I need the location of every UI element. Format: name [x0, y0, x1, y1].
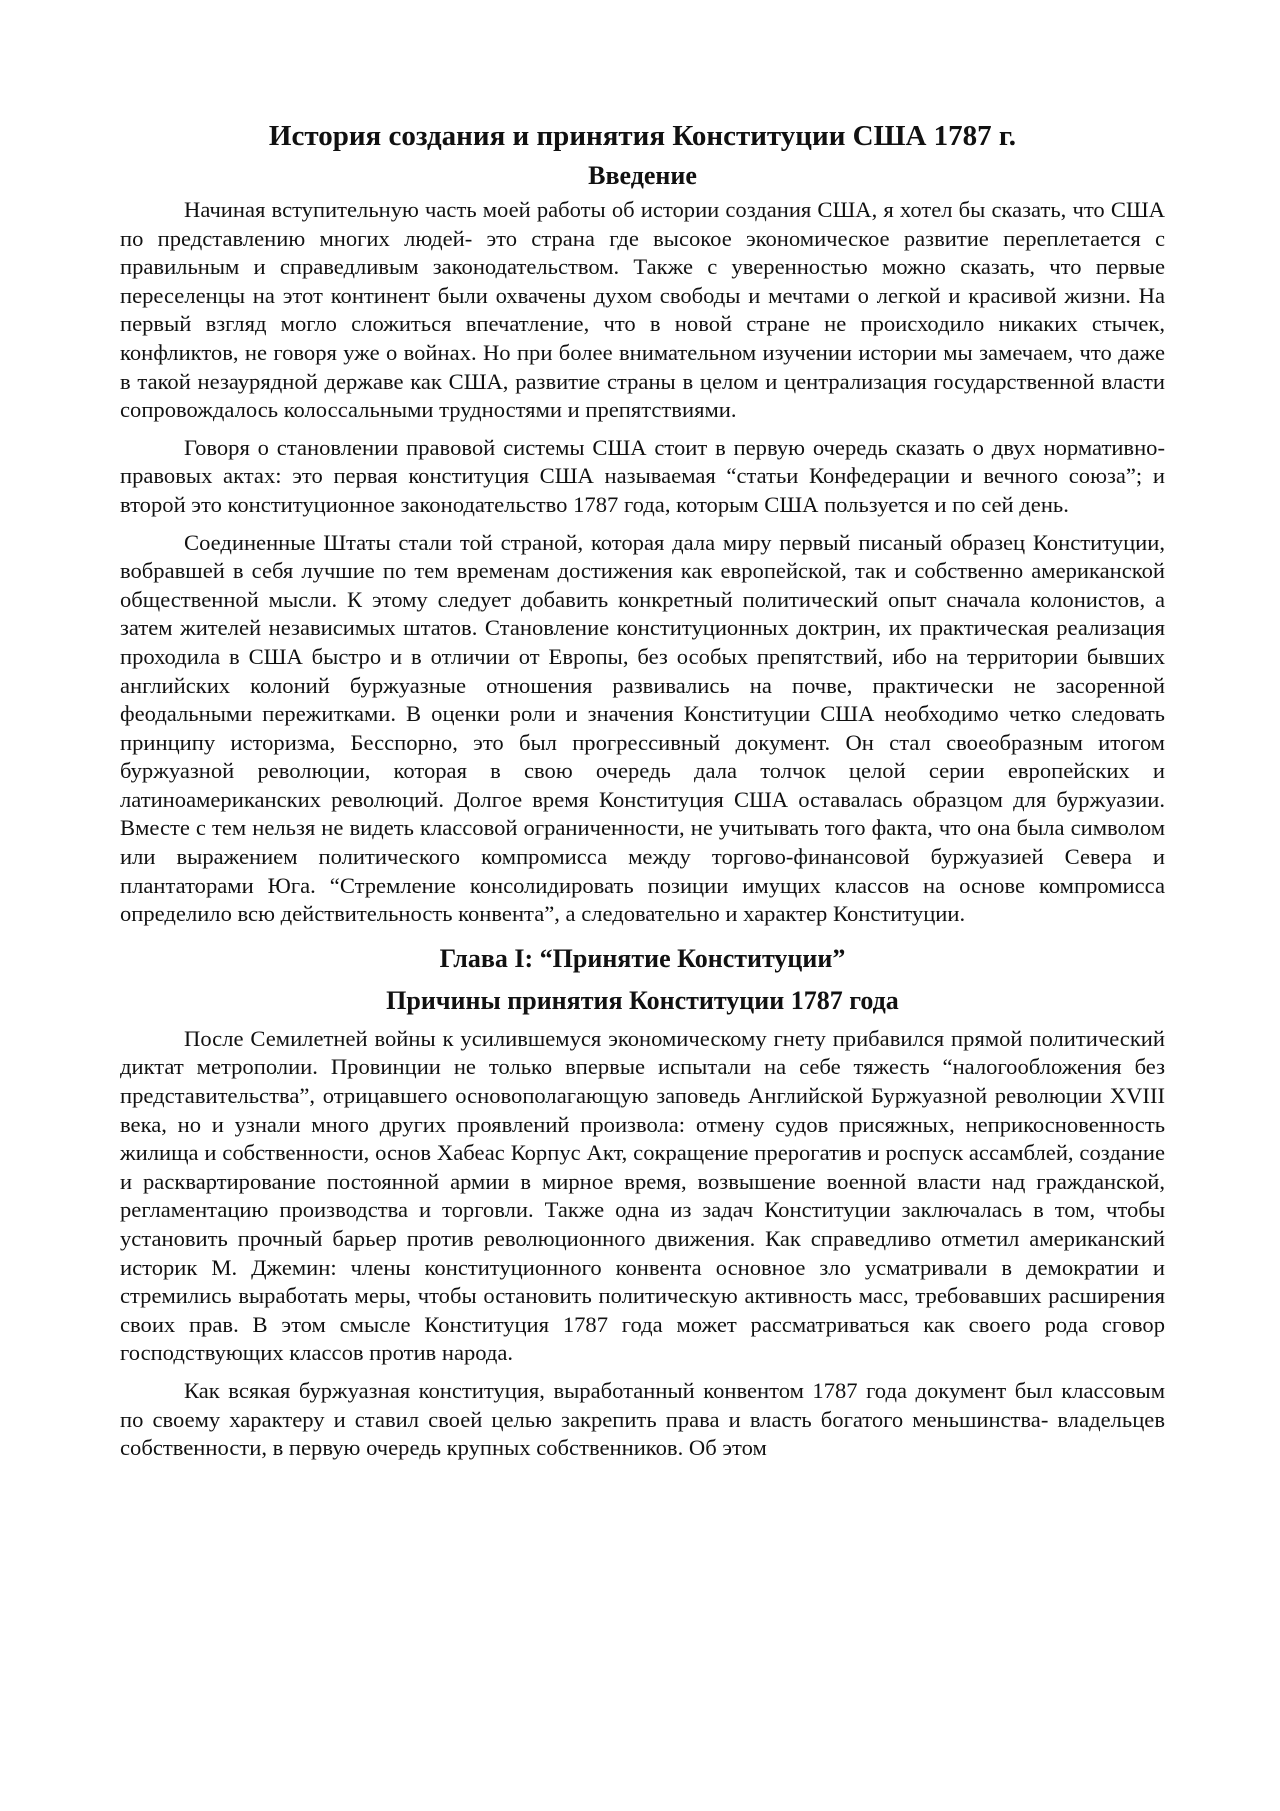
section-heading: Причины принятия Конституции 1787 года — [386, 985, 899, 1015]
intro-paragraph: Говоря о становлении правовой системы США стоит в первую очередь сказать о двух нормативно-правовых актах: это первая конституция США называемая “статьи Конфедерации и вечного союза”; и второй это конституционное законодательство 1787 года, которым США пользуется и по сей день. — [120, 434, 1165, 517]
intro-paragraph: Соединенные Штаты стали той страной, которая дала миру первый писаный образец Конституции, вобравшей в себя лучшие по тем временам достижения как европейской, так и собственно американской общественной мысли. К этому следует добавить конкретный политический опыт сначала колонистов, а затем жителей независимых штатов. Становление конституционных доктрин, их практическая реализация проходила в США быстро и в отличии от Европы, без особых препятствий, ибо на территории бывших английских колоний буржуазные отношения развивались на почве, практически не засоренной феодальными пережитками. В оценки роли и значения Конституции США необходимо четко следовать принципу историзма, Бесспорно, это был прогрессивный документ. Он стал своеобразным итогом буржуазной революции, которая в свою очередь дала толчок целой серии европейских и латиноамериканских революций. Долгое время Конституция США оставалась образцом для буржуазии. Вместе с тем нельзя не видеть классовой ограниченности, не учитывать того факта, что она была символом или выражением политического компромисса между торгово-финансовой буржуазией Севера и плантаторами Юга. “Стремление консолидировать позиции имущих классов на основе компромисса определило всю действительность конвента”, а следовательно и характер Конституции. — [120, 529, 1165, 927]
document-title: История создания и принятия Конституции США 1787 г. — [268, 120, 1017, 152]
chapter-heading: Глава I: “Принятие Конституции” — [439, 943, 846, 973]
intro-heading: Введение — [588, 161, 697, 190]
section-paragraph: Как всякая буржуазная конституция, выработанный конвентом 1787 года документ был классовым по своему характеру и ставил своей целью закрепить права и власть богатого меньшинства- владельцев собственности, в первую очередь крупных собственников. Об этом — [120, 1377, 1165, 1461]
intro-paragraph: Начиная вступительную часть моей работы об истории создания США, я хотел бы сказать, что США по представлению многих людей- это страна где высокое экономическое развитие переплетается с правильным и справедливым законодательством. Также с уверенностью можно сказать, что первые переселенцы на этот континент были охвачены духом свободы и мечтами о легкой и красивой жизни. На первый взгляд могло сложиться впечатление, что в новой стране не происходило никаких стычек, конфликтов, не говоря уже о войнах. Но при более внимательном изучении истории мы замечаем, что даже в такой незаурядной державе как США, развитие страны в целом и централизация государственной власти сопровождалось колоссальными трудностями и препятствиями. — [120, 197, 1165, 423]
section-paragraph: После Семилетней войны к усилившемуся экономическому гнету прибавился прямой политический диктат метрополии. Провинции не только впервые испытали на себе тяжесть “налогообложения без представительства”, отрицавшего основополагающую заповедь Английской Буржуазной революции XVIII века, но и узнали много других проявлений произвола: отмену судов присяжных, неприкосновенность жилища и собственности, основ Хабеас Корпус Акт, сокращение прерогатив и роспуск ассамблей, создание и расквартирование постоянной армии в мирное время, возвышение военной власти над гражданской, регламентацию производства и торговли. Также одна из задач Конституции заключалась в том, чтобы установить прочный барьер против революционного движения. Как справедливо отметил американский историк М. Джемин: члены конституционного конвента основное зло усматривали в демократии и стремились выработать меры, чтобы остановить политическую активность масс, требовавших расширения своих прав. В этом смысле Конституция 1787 года может рассматриваться как своего рода сговор господствующих классов против народа. — [120, 1025, 1165, 1366]
document-page — [120, 118, 1165, 1472]
